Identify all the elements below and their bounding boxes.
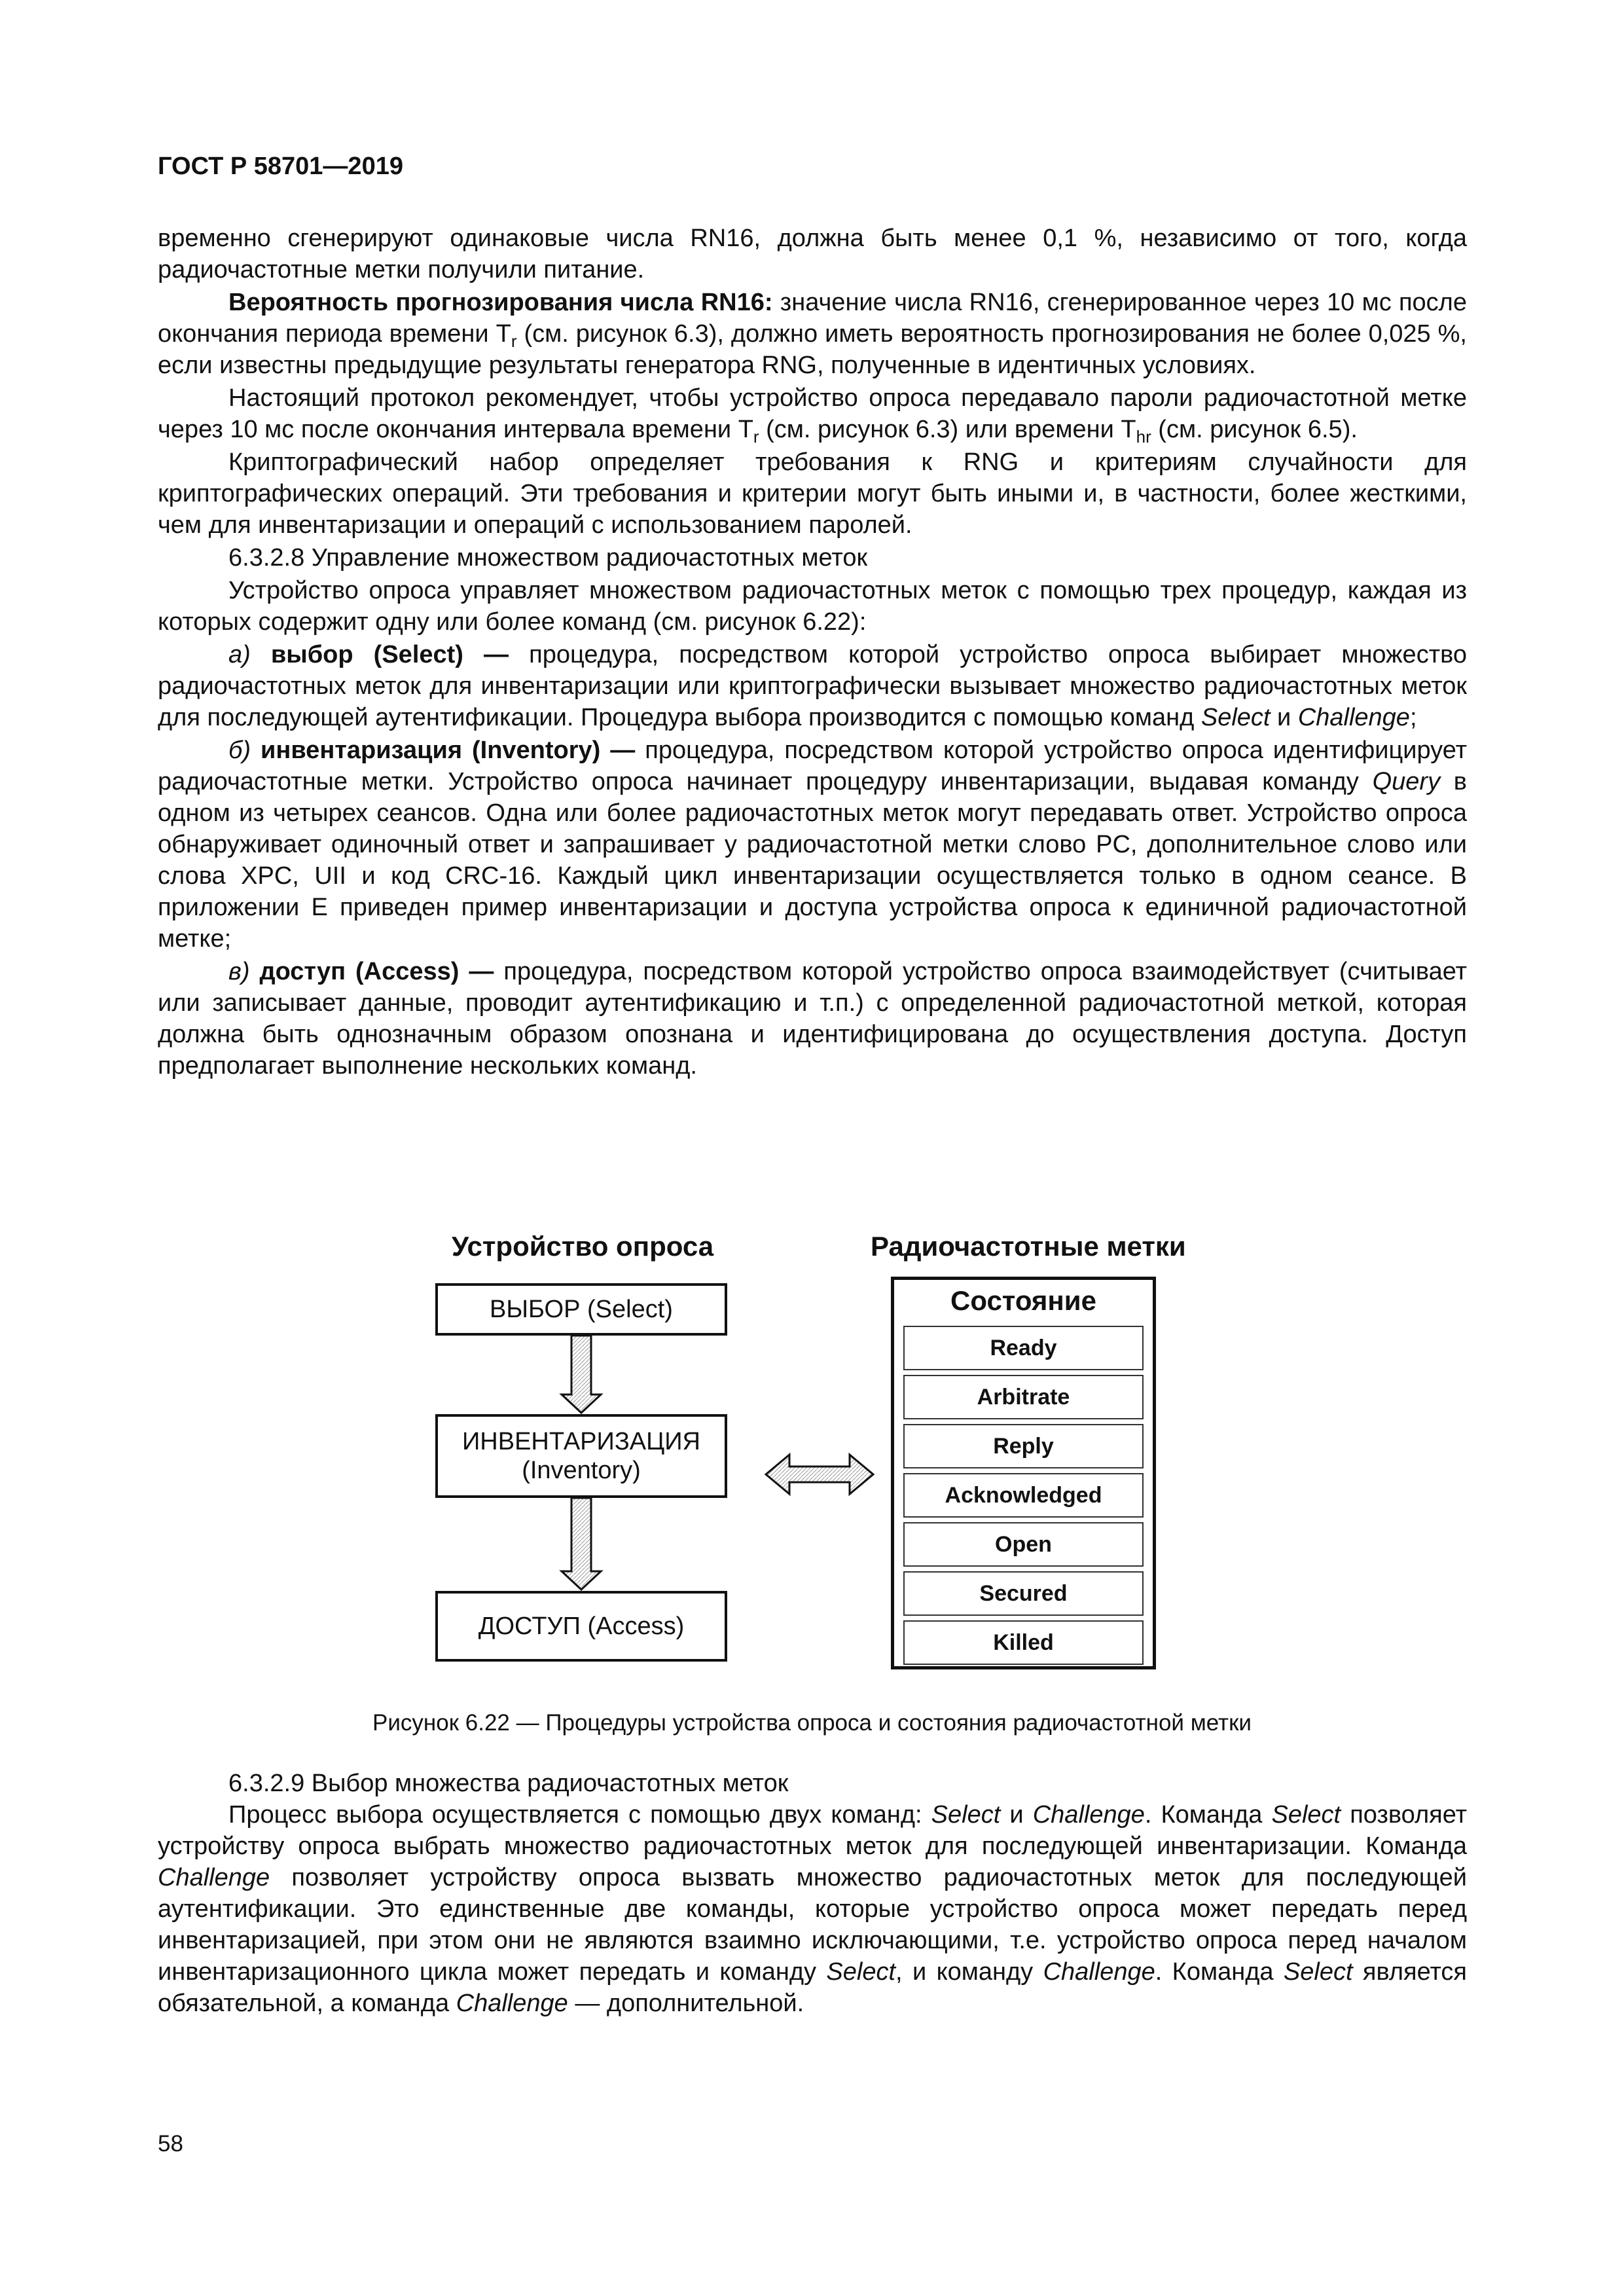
- procedure-select-box: ВЫБОР (Select): [435, 1283, 727, 1336]
- arrow-down-icon: [562, 1336, 601, 1413]
- paragraph-tag-population: Устройство опроса управляет множеством радиочастотных меток с помощью трех процедур, каждая из которых содержит одну или более команд (см. рисунок 6.22):: [158, 577, 1467, 636]
- state-ready: Ready: [903, 1326, 1144, 1370]
- state-killed: Killed: [903, 1620, 1144, 1665]
- state-reply: Reply: [903, 1424, 1144, 1468]
- section-heading-6-3-2-8: 6.3.2.8 Управление множеством радиочастотных меток: [228, 544, 868, 572]
- procedure-inventory-box: ИНВЕНТАРИЗАЦИЯ (Inventory): [435, 1414, 727, 1498]
- procedure-access-box: ДОСТУП (Access): [435, 1591, 727, 1662]
- figure-caption: Рисунок 6.22 — Процедуры устройства опроса и состояния радиочастотной метки: [372, 1710, 1252, 1736]
- body-text-lower: [158, 1768, 1467, 2019]
- paragraph-selection-process: Процесс выбора осуществляется с помощью двух команд: Select и Challenge. Команда Select позволяет устройству опроса выбрать множество радиочастотных меток для последующей инвентаризации. Команда Challenge позволяет устройству опроса вызвать множество радиочастотных меток для последующей аутентификации. Это единственные две команды, которые устройство опроса может передать перед инвентаризацией, при этом они не являются взаимно исключающими, т.е. устройство опроса перед началом инвентаризационного цикла может передать и команду Select, и команду Challenge. Команда Select является обязательной, а команда Challenge — дополнительной.: [158, 1801, 1467, 2017]
- term-rn16-prediction: Вероятность прогнозирования числа RN16:: [228, 289, 773, 316]
- state-acknowledged: Acknowledged: [903, 1473, 1144, 1518]
- tag-states-panel: [891, 1277, 1156, 1669]
- document-header: ГОСТ Р 58701—2019: [158, 153, 403, 180]
- list-item-access: в) доступ (Access) — процедура, посредством которой устройство опроса взаимодействует (считывает или записывает данные, проводит аутентификацию и т.п.) с определенной радиочастотной меткой, которая должна быть однозначным образом опознана и идентифицирована до осуществления доступа. Доступ предполагает выполнение нескольких команд.: [158, 958, 1467, 1080]
- arrow-down-icon: [562, 1498, 601, 1590]
- state-secured: Secured: [903, 1571, 1144, 1616]
- list-item-inventory: б) инвентаризация (Inventory) — процедура, посредством которой устройство опроса идентифицирует радиочастотные метки. Устройство опроса начинает процедуру инвентаризации, выдавая команду Query в одном из четырех сеансов. Одна или более радиочастотных меток могут передавать ответ. Устройство опроса обнаруживает одиночный ответ и запрашивает у радиочастотной метки слово PC, дополнительное слово или слова XPC, UII и код CRC-16. Каждый цикл инвентаризации осуществляется только в одном сеансе. В приложении Е приведен пример инвентаризации и доступа устройства опроса к единичной радиочастотной метке;: [158, 737, 1467, 953]
- paragraph-rn16-prediction: Вероятность прогнозирования числа RN16: значение числа RN16, сгенерированное через 10 мс после окончания периода времени $T_r$ (см. рисунок 6.3), должно иметь вероятность прогнозирования не более 0,025 %, если известны предыдущие результаты генератора RNG, полученные в идентичных условиях.: [158, 289, 1467, 379]
- figure-right-title: Радиочастотные метки: [871, 1231, 1186, 1262]
- state-open: Open: [903, 1522, 1144, 1567]
- paragraph-password-recommendation: Настоящий протокол рекомендует, чтобы устройство опроса передавало пароли радиочастотной метке через 10 мс после окончания интервала времени $T_r$ (см. рисунок 6.3) или времени $T_{hr}$ (см. рисунок 6.5).: [158, 384, 1467, 446]
- paragraph-crypto-suite: Криптографический набор определяет требования к RNG и критериям случайности для криптографических операций. Эти требования и критерии могут быть иными и, в частности, более жесткими, чем для инвентаризации и операций с использованием паролей.: [158, 448, 1467, 539]
- double-arrow-icon: [766, 1455, 873, 1494]
- state-arbitrate: Arbitrate: [903, 1375, 1144, 1419]
- figure-left-title: Устройство опроса: [452, 1231, 714, 1262]
- section-heading-6-3-2-9: 6.3.2.9 Выбор множества радиочастотных меток: [228, 1770, 789, 1797]
- states-title: Состояние: [950, 1285, 1096, 1316]
- paragraph-continuation: временно сгенерируют одинаковые числа RN16, должна быть менее 0,1 %, независимо от того, когда радиочастотные метки получили питание.: [158, 225, 1467, 283]
- page-number: 58: [158, 2131, 183, 2157]
- list-item-select: а) выбор (Select) — процедура, посредством которой устройство опроса выбирает множество радиочастотных меток для инвентаризации или криптографически вызывает множество радиочастотных меток для последующей аутентификации. Процедура выбора производится с помощью команд Select и Challenge;: [158, 641, 1467, 731]
